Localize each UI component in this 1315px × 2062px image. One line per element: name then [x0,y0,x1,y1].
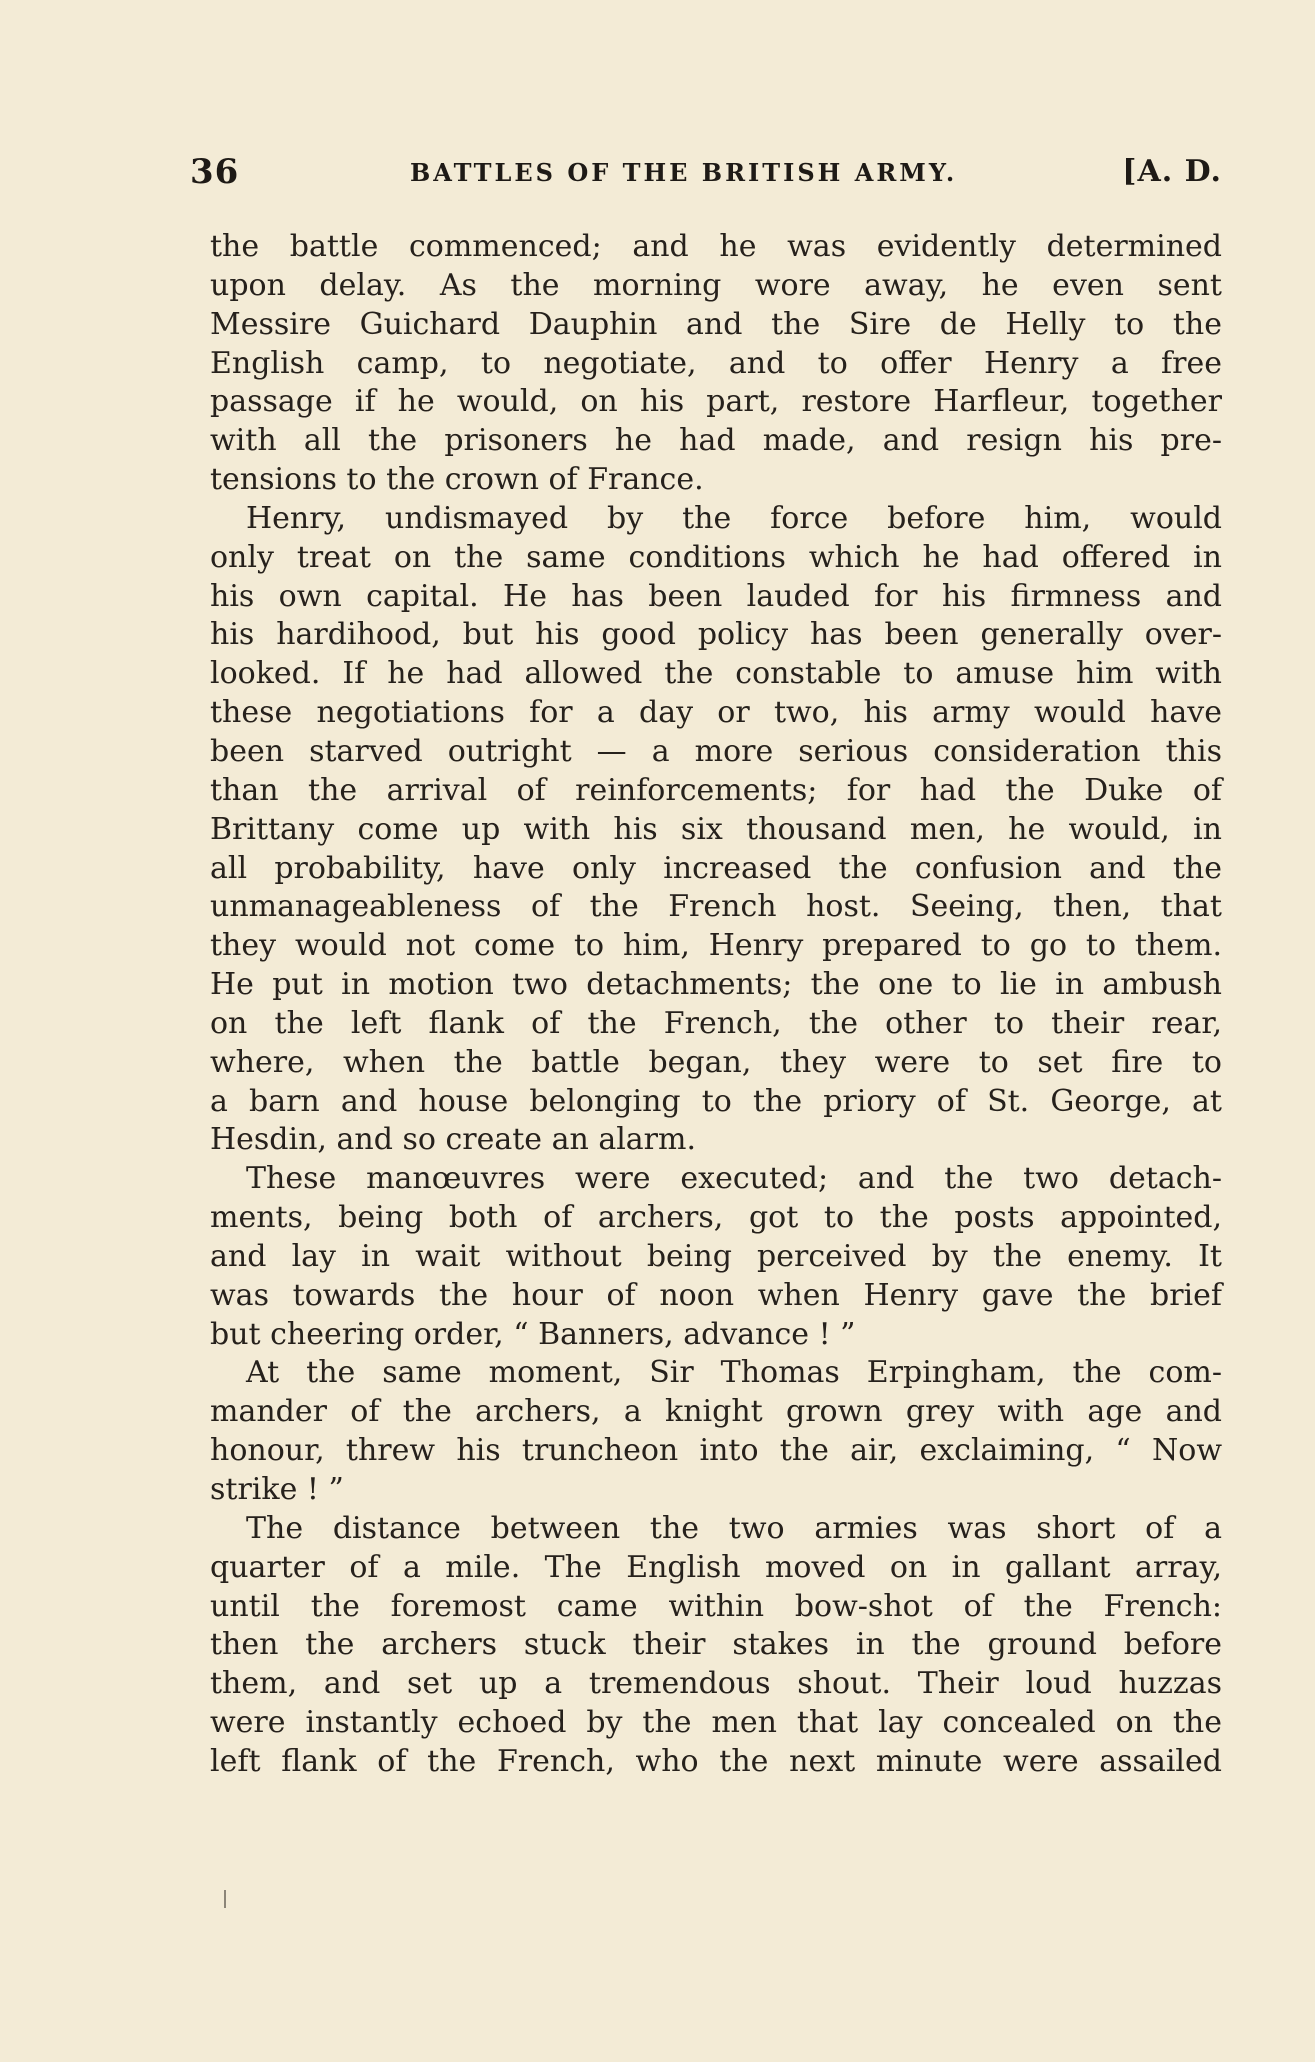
text-line: all probability, have only increased the confusion and the [210,850,1222,886]
stray-ink-mark [224,1890,226,1908]
text-line: English camp, to negotiate, and to offer Henry a free [210,345,1222,381]
text-line: ments, being both of archers, got to the posts appointed, [210,1200,1222,1236]
text-line: At the same moment, Sir Thomas Erpingham, the com- [246,1355,1222,1391]
text-line: passage if he would, on his part, restore Harfleur, together [210,384,1222,420]
text-line: been starved outright — a more serious consideration this [210,733,1222,769]
text-line: upon delay. As the morning wore away, he even sent [210,267,1222,303]
text-line: than the arrival of reinforcements; for had the Duke of [210,772,1222,808]
body-text [210,228,1222,1782]
text-line: and lay in wait without being perceived by the enemy. It [210,1238,1222,1274]
text-line: the battle commenced; and he was evidently determined [210,229,1222,264]
text-line: only treat on the same conditions which he had offered in [210,539,1222,575]
text-line: where, when the battle began, they were to set fire to [210,1044,1222,1080]
text-line: These manœuvres were executed; and the two detach- [246,1161,1222,1197]
text-line: left flank of the French, who the next minute were assailed [210,1743,1222,1779]
text-line: The distance between the two armies was short of a [246,1510,1222,1546]
text-line: then the archers stuck their stakes in the ground before [210,1627,1222,1663]
text-line: looked. If he had allowed the constable to amuse him with [210,656,1222,692]
text-line: was towards the hour of noon when Henry gave the brief [210,1277,1222,1313]
text-line: these negotiations for a day or two, his army would have [210,695,1222,731]
text-line: his own capital. He has been lauded for his firmness and [210,578,1222,614]
text-line: quarter of a mile. The English moved on in gallant array, [210,1549,1222,1585]
text-line: with all the prisoners he had made, and resign his pre- [210,423,1222,459]
page-number: 36 [190,152,240,192]
text-line: Hesdin, and so create an alarm. [210,1122,697,1158]
text-line: honour, threw his truncheon into the air, exclaiming, “ Now [210,1433,1222,1469]
text-line: his hardihood, but his good policy has been generally over- [210,617,1222,653]
text-line: they would not come to him, Henry prepared to go to them. [210,928,1222,964]
text-line: Henry, undismayed by the force before him, would [246,500,1222,536]
running-title: BATTLES OF THE BRITISH ARMY. [410,158,958,187]
text-line: were instantly echoed by the men that lay concealed on the [210,1705,1222,1741]
date-marker: [A. D. [1122,154,1222,189]
text-line: strike ! ” [210,1472,344,1507]
text-line: He put in motion two detachments; the one to lie in ambush [210,967,1222,1003]
text-line: tensions to the crown of France. [210,462,704,498]
text-line: mander of the archers, a knight grown grey with age and [210,1394,1222,1430]
text-line: Brittany come up with his six thousand men, he would, in [210,811,1222,847]
text-line: but cheering order, “ Banners, advance ! ” [210,1316,856,1352]
text-line: until the foremost came within bow-shot of the French: [210,1588,1222,1624]
text-line: a barn and house belonging to the priory of St. George, at [210,1083,1222,1119]
text-line: Messire Guichard Dauphin and the Sire de Helly to the [210,306,1222,342]
text-line: them, and set up a tremendous shout. Their loud huzzas [210,1666,1222,1702]
text-line: unmanageableness of the French host. Seeing, then, that [210,889,1222,925]
text-line: on the left flank of the French, the other to their rear, [210,1005,1222,1041]
page-header [190,152,1222,198]
